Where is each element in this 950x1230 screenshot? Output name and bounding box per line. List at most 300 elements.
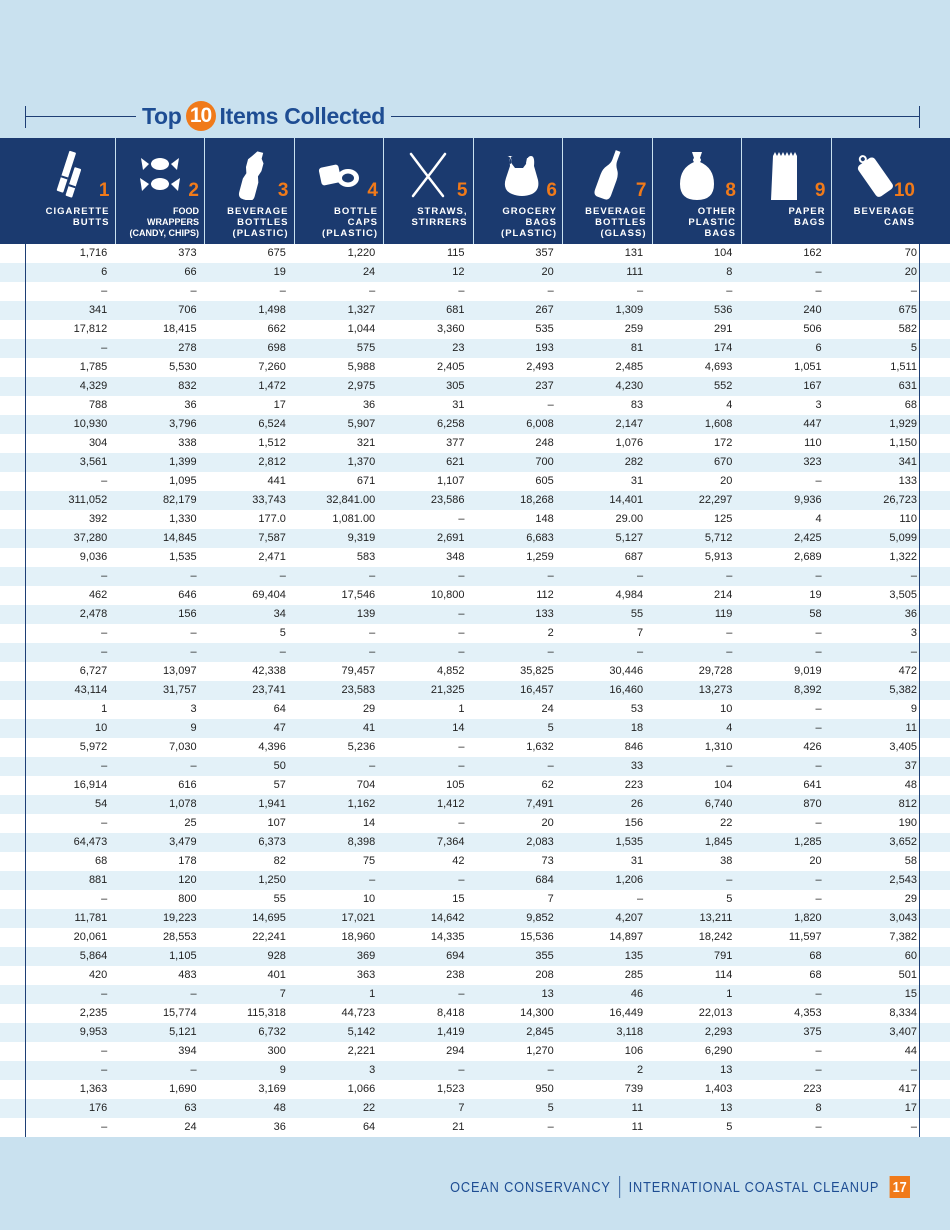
table-cell: 426 [803, 741, 822, 753]
table-cell: – [726, 570, 733, 582]
row-stripe [920, 928, 950, 947]
table-cell: 552 [714, 380, 733, 392]
table-row [26, 529, 919, 548]
table-cell: 37 [904, 760, 917, 772]
table-cell: 23,583 [341, 684, 376, 696]
table-cell: 36 [273, 1121, 286, 1133]
table-cell: 110 [804, 437, 822, 449]
table-cell: 238 [446, 969, 465, 981]
row-stripe [0, 1080, 25, 1099]
row-stripe [0, 719, 25, 738]
row-stripe [920, 472, 950, 491]
table-cell: 9,936 [794, 494, 822, 506]
table-cell: 1,941 [258, 798, 286, 810]
table-cell: 9 [910, 703, 917, 715]
column-header-food-wrappers [115, 138, 205, 244]
row-stripe [0, 244, 25, 263]
table-cell: 1,785 [79, 361, 108, 373]
row-stripe [0, 833, 25, 852]
table-cell: 104 [714, 247, 733, 259]
table-cell: 4 [726, 722, 733, 734]
table-cell: – [458, 608, 465, 620]
table-cell: 5,712 [704, 532, 733, 544]
table-cell: 104 [714, 779, 733, 791]
table-cell: 1,535 [169, 551, 197, 563]
table-row [26, 738, 919, 757]
table-cell: 1,512 [258, 437, 286, 449]
table-cell: 10 [720, 703, 733, 715]
table-cell: – [726, 627, 733, 639]
row-stripe [0, 1004, 25, 1023]
table-cell: 26,723 [883, 494, 917, 506]
table-cell: – [101, 1121, 108, 1133]
table-cell: 9,036 [79, 551, 108, 563]
table-cell: – [910, 646, 917, 658]
row-stripe [920, 700, 950, 719]
table-cell: 13 [720, 1102, 733, 1114]
table-cell: 3 [815, 399, 822, 411]
table-cell: 13,097 [162, 665, 197, 677]
table-cell: 29.00 [615, 513, 644, 525]
table-cell: 1,929 [889, 418, 917, 430]
table-cell: 1 [458, 703, 465, 715]
table-cell: 16,914 [73, 779, 108, 791]
table-cell: 17 [904, 1102, 917, 1114]
table-cell: 9,019 [794, 665, 822, 677]
table-cell: – [458, 513, 465, 525]
table-cell: 9 [279, 1064, 286, 1076]
table-cell: 1,150 [889, 437, 917, 449]
table-cell: 1,285 [794, 836, 822, 848]
table-cell: 1,259 [526, 551, 554, 563]
table-cell: 363 [356, 969, 376, 981]
table-cell: 60 [904, 950, 917, 962]
column-label: BEVERAGE CANS [853, 206, 915, 228]
table-cell: 3 [190, 703, 197, 715]
table-row [26, 871, 919, 890]
column-number: 2 [188, 180, 199, 201]
table-cell: 13,211 [699, 912, 733, 924]
table-cell: 106 [624, 1045, 644, 1057]
column-number: 5 [456, 180, 468, 201]
table-cell: 2 [636, 1064, 644, 1076]
table-cell: 1,412 [436, 798, 465, 810]
table-cell: 17,021 [341, 912, 376, 924]
table-cell: – [910, 570, 917, 582]
table-cell: 14 [362, 817, 376, 829]
table-cell: 9,319 [347, 532, 376, 544]
table-cell: 10 [95, 722, 108, 734]
column-number: 7 [635, 180, 647, 201]
row-stripe [920, 1042, 950, 1061]
page-title [136, 100, 391, 132]
table-cell: – [190, 760, 197, 772]
column-number: 4 [367, 180, 378, 201]
table-cell: 928 [267, 950, 286, 962]
table-cell: 1,076 [615, 437, 644, 449]
table-cell: 26 [630, 798, 644, 810]
table-cell: 311,052 [68, 494, 108, 506]
table-cell: 394 [178, 1045, 197, 1057]
column-header-glass-bottles [562, 138, 652, 244]
table-cell: 10 [362, 893, 376, 905]
table-row [26, 358, 919, 377]
row-stripe [0, 795, 25, 814]
table-cell: – [547, 1121, 554, 1133]
table-cell: 14,845 [162, 532, 197, 544]
table-cell: 2,293 [704, 1026, 733, 1038]
table-cell: 5,236 [347, 741, 376, 753]
row-stripe [0, 282, 25, 301]
table-cell: 64,473 [73, 836, 108, 848]
table-cell: 1,310 [704, 741, 733, 753]
table-cell: 110 [899, 513, 917, 525]
table-cell: 16,457 [520, 684, 554, 696]
title-suffix: Items Collected [219, 102, 386, 129]
row-stripe [0, 624, 25, 643]
row-stripe [0, 472, 25, 491]
table-cell: 7 [279, 988, 286, 1000]
table-cell: 700 [535, 456, 554, 468]
row-stripe [0, 586, 25, 605]
table-cell: – [458, 988, 465, 1000]
table-cell: 1,081.00 [332, 513, 376, 525]
row-stripe [920, 396, 950, 415]
row-stripe [0, 1042, 25, 1061]
row-stripe [0, 890, 25, 909]
table-cell: 8,418 [436, 1007, 465, 1019]
row-stripe [0, 567, 25, 586]
row-stripe [0, 700, 25, 719]
table-cell: – [815, 817, 822, 829]
table-cell: 34 [273, 608, 286, 620]
table-cell: 14,335 [430, 931, 465, 943]
table-cell: – [547, 570, 554, 582]
table-cell: 462 [88, 589, 108, 601]
table-cell: 1,608 [704, 418, 733, 430]
table-cell: 68 [809, 950, 822, 962]
table-cell: 4 [815, 513, 822, 525]
table-cell: 133 [898, 475, 917, 487]
table-cell: 8 [726, 266, 733, 278]
table-cell: 6,258 [436, 418, 465, 430]
table-cell: 300 [267, 1045, 286, 1057]
table-cell: 483 [178, 969, 197, 981]
column-label: PAPER BAGS [788, 206, 826, 228]
table-cell: 62 [541, 779, 554, 791]
table-cell: 1,066 [347, 1083, 376, 1095]
table-cell: – [458, 874, 465, 886]
table-cell: – [458, 627, 465, 639]
table-cell: 1,535 [615, 836, 644, 848]
table-cell: 285 [624, 969, 644, 981]
column-header-straws [383, 138, 473, 244]
table-cell: 9,852 [526, 912, 554, 924]
row-stripe [0, 1118, 25, 1137]
column-header-other-plastic-bags [652, 138, 742, 244]
row-stripe [0, 453, 25, 472]
table-cell: 338 [178, 437, 197, 449]
table-cell: 447 [803, 418, 822, 430]
table-cell: 223 [803, 1083, 822, 1095]
table-cell: 1,498 [258, 304, 286, 316]
row-stripe [0, 434, 25, 453]
table-cell: 28,553 [162, 931, 197, 943]
table-cell: 6,727 [79, 665, 108, 677]
row-stripe [920, 985, 950, 1004]
table-row [26, 415, 919, 434]
table-cell: 131 [624, 247, 644, 259]
title-rule-right-tick [919, 106, 920, 128]
table-cell: – [547, 399, 554, 411]
table-cell: 870 [803, 798, 822, 810]
table-row [26, 909, 919, 928]
table-row [26, 833, 919, 852]
row-stripe [920, 377, 950, 396]
table-cell: 68 [809, 969, 822, 981]
table-row [26, 567, 919, 586]
table-cell: 278 [178, 342, 197, 354]
table-cell: 1,162 [347, 798, 376, 810]
table-cell: 14,642 [430, 912, 465, 924]
table-cell: 10,930 [73, 418, 108, 430]
footer-separator [619, 1176, 620, 1198]
table-cell: 1,419 [436, 1026, 465, 1038]
table-cell: 18,415 [162, 323, 197, 335]
table-cell: 3,561 [79, 456, 108, 468]
table-cell: 6 [815, 342, 822, 354]
table-cell: – [458, 570, 465, 582]
table-cell: 31,757 [162, 684, 197, 696]
table-cell: 684 [535, 874, 554, 886]
table-cell: 1,105 [169, 950, 197, 962]
table-cell: – [101, 893, 108, 905]
row-stripe [0, 738, 25, 757]
table-row [26, 1118, 919, 1137]
table-cell: 82 [273, 855, 286, 867]
table-cell: 25 [184, 817, 197, 829]
table-cell: 401 [267, 969, 286, 981]
row-stripe [920, 320, 950, 339]
table-cell: 7 [547, 893, 554, 905]
table-cell: 12 [452, 266, 465, 278]
table-cell: – [369, 874, 376, 886]
table-cell: 5,907 [347, 418, 376, 430]
table-cell: 30,446 [609, 665, 644, 677]
table-row [26, 985, 919, 1004]
table-cell: 6,008 [526, 418, 554, 430]
table-cell: 3,169 [258, 1083, 286, 1095]
table-cell: 156 [624, 817, 644, 829]
table-cell: – [636, 570, 644, 582]
row-stripe [0, 681, 25, 700]
table-cell: 17,546 [341, 589, 376, 601]
row-stripe [920, 1004, 950, 1023]
table-cell: 20 [809, 855, 822, 867]
table-cell: 1,044 [347, 323, 376, 335]
table-cell: – [101, 988, 108, 1000]
table-cell: 33,743 [252, 494, 286, 506]
table-cell: 14 [452, 722, 465, 734]
table-cell: 282 [624, 456, 644, 468]
table-cell: 641 [803, 779, 822, 791]
table-cell: 43,114 [74, 684, 108, 696]
row-stripe [920, 719, 950, 738]
row-stripe [0, 1061, 25, 1080]
table-cell: 31 [630, 475, 644, 487]
table-cell: 240 [803, 304, 822, 316]
row-stripe [920, 776, 950, 795]
table-cell: 193 [535, 342, 554, 354]
table-row [26, 928, 919, 947]
table-cell: – [636, 285, 644, 297]
table-cell: – [190, 646, 197, 658]
row-stripe [0, 396, 25, 415]
table-cell: – [910, 285, 917, 297]
row-stripe [920, 244, 950, 263]
row-stripe [0, 320, 25, 339]
table-cell: – [458, 760, 465, 772]
table-cell: 1,363 [79, 1083, 108, 1095]
row-stripe [0, 985, 25, 1004]
row-stripe [920, 909, 950, 928]
table-cell: 174 [714, 342, 733, 354]
table-cell: 177.0 [258, 513, 286, 525]
table-cell: 377 [446, 437, 465, 449]
table-cell: 675 [267, 247, 286, 259]
table-cell: 133 [535, 608, 554, 620]
table-cell: 19 [809, 589, 822, 601]
table-cell: 237 [535, 380, 554, 392]
table-cell: 48 [273, 1102, 286, 1114]
table-cell: 375 [803, 1026, 822, 1038]
row-stripe [920, 339, 950, 358]
table-cell: 5,382 [889, 684, 917, 696]
table-cell: 47 [273, 722, 286, 734]
table-cell: 681 [446, 304, 465, 316]
table-cell: 223 [624, 779, 644, 791]
left-row-stripes [0, 244, 25, 1137]
row-stripe [0, 529, 25, 548]
table-cell: 120 [178, 874, 197, 886]
table-row [26, 719, 919, 738]
table-cell: 190 [898, 817, 917, 829]
table-cell: – [101, 285, 108, 297]
table-row [26, 966, 919, 985]
row-stripe [0, 605, 25, 624]
table-cell: 694 [446, 950, 465, 962]
column-number: 10 [893, 180, 915, 201]
table-row [26, 282, 919, 301]
table-row [26, 852, 919, 871]
row-stripe [0, 301, 25, 320]
row-stripe [920, 415, 950, 434]
table-cell: – [815, 1121, 822, 1133]
row-stripe [0, 358, 25, 377]
table-cell: 4,353 [794, 1007, 822, 1019]
row-stripe [0, 491, 25, 510]
table-cell: 6,683 [526, 532, 554, 544]
table-cell: 6,373 [258, 836, 286, 848]
table-cell: 3,360 [436, 323, 465, 335]
table-cell: 739 [624, 1083, 644, 1095]
table-cell: – [910, 1064, 917, 1076]
table-cell: 7,030 [169, 741, 197, 753]
table-cell: 53 [630, 703, 644, 715]
table-cell: 5 [910, 342, 917, 354]
table-cell: 14,695 [252, 912, 286, 924]
column-label: BEVERAGE BOTTLES (PLASTIC) [227, 206, 289, 239]
table-cell: – [815, 874, 822, 886]
row-stripe [920, 947, 950, 966]
table-row [26, 1023, 919, 1042]
table-cell: 3,505 [889, 589, 917, 601]
table-cell: 6 [101, 266, 108, 278]
table-cell: 13 [541, 988, 554, 1000]
table-cell: 24 [184, 1121, 197, 1133]
table-cell: 4 [726, 399, 733, 411]
table-cell: – [101, 570, 108, 582]
row-stripe [920, 890, 950, 909]
table-cell: 5,142 [347, 1026, 376, 1038]
row-stripe [0, 263, 25, 282]
table-row [26, 757, 919, 776]
table-cell: 355 [535, 950, 554, 962]
table-cell: 23,586 [430, 494, 465, 506]
table-row [26, 814, 919, 833]
table-cell: 156 [178, 608, 197, 620]
table-cell: 2,493 [526, 361, 554, 373]
table-cell: 24 [362, 266, 376, 278]
row-stripe [0, 339, 25, 358]
column-number: 1 [98, 180, 110, 201]
table-cell: 441 [267, 475, 286, 487]
table-cell: 4,230 [615, 380, 644, 392]
table-cell: 11,597 [788, 931, 822, 943]
row-stripe [920, 529, 950, 548]
table-row [26, 890, 919, 909]
row-stripe [920, 586, 950, 605]
table-cell: – [101, 1045, 108, 1057]
table-cell: 662 [267, 323, 286, 335]
table-cell: 291 [714, 323, 733, 335]
table-cell: 1,078 [169, 798, 197, 810]
table-cell: 22,241 [252, 931, 286, 943]
table-cell: – [815, 1064, 822, 1076]
table-cell: 70 [904, 247, 917, 259]
column-label: GROCERY BAGS (PLASTIC) [501, 206, 557, 239]
column-number: 8 [725, 180, 736, 201]
table-cell: 5,530 [169, 361, 197, 373]
table-cell: 698 [267, 342, 286, 354]
table-cell: 22,297 [698, 494, 733, 506]
table-cell: – [279, 646, 286, 658]
table-cell: 1,250 [258, 874, 286, 886]
table-cell: 57 [273, 779, 286, 791]
table-cell: – [369, 285, 376, 297]
table-cell: – [636, 893, 644, 905]
row-stripe [0, 1099, 25, 1118]
table-cell: 11 [905, 722, 917, 734]
table-cell: 19,223 [162, 912, 197, 924]
table-cell: 341 [898, 456, 917, 468]
table-cell: 800 [178, 893, 197, 905]
table-cell: 15 [452, 893, 465, 905]
row-stripe [920, 662, 950, 681]
table-cell: 582 [898, 323, 917, 335]
table-cell: 5 [726, 1121, 733, 1133]
table-cell: – [458, 817, 465, 829]
